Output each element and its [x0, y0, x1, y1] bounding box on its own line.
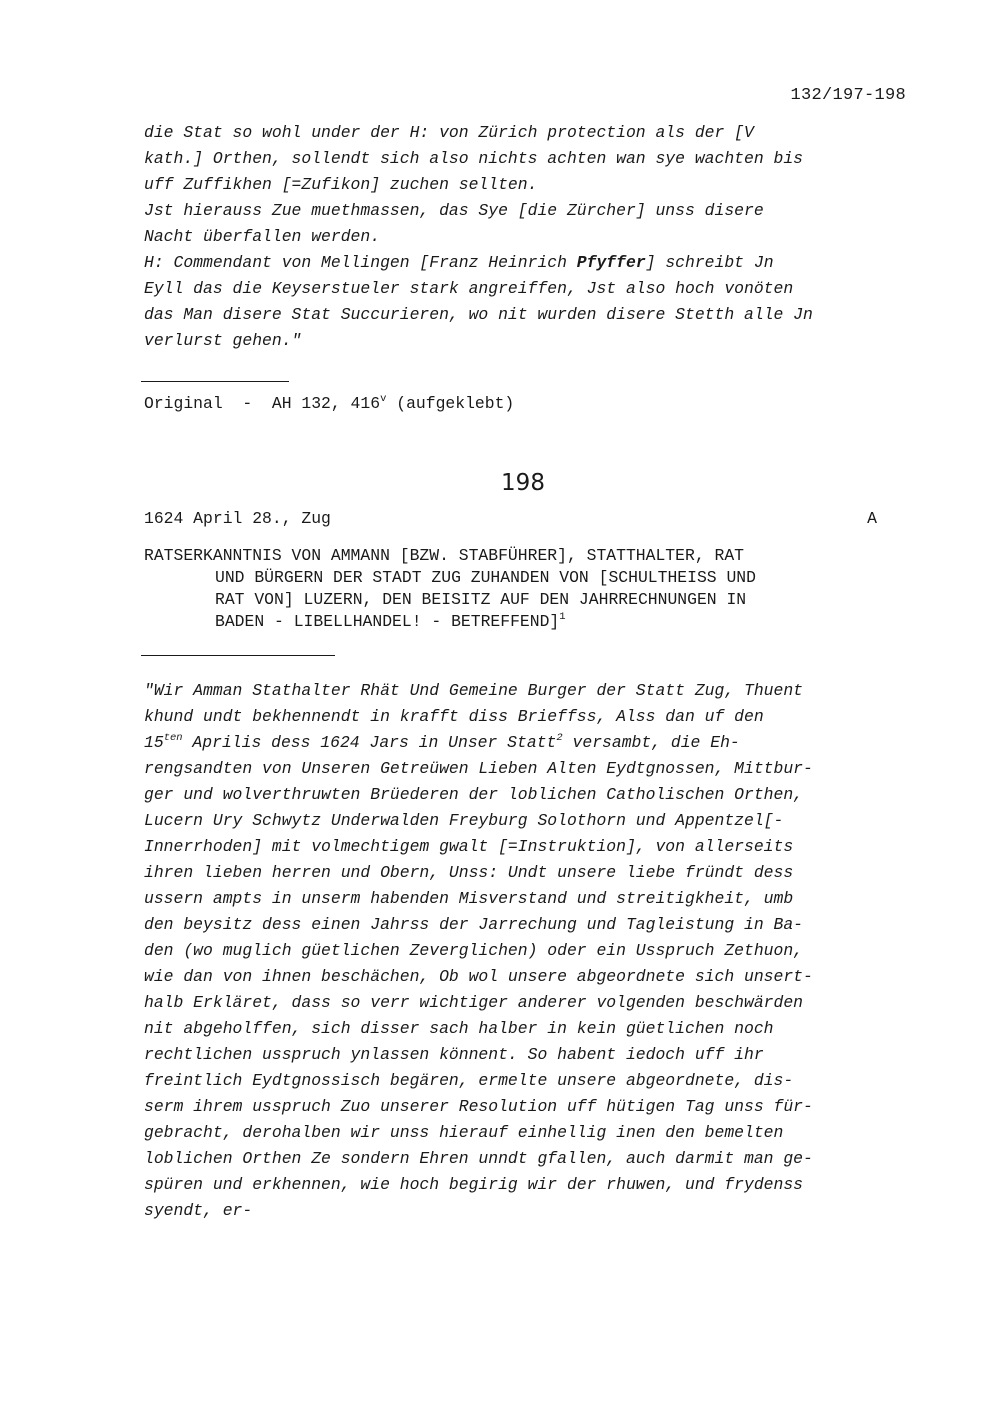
text-line: Innerrhoden] mit volmechtigem gwalt [=Instruktion], von allerseits [144, 837, 794, 856]
text-line: loblichen Orthen Ze sondern Ehren unndt gfallen, auch darmit man ge- [144, 1149, 813, 1168]
text-line: serm ihrem usspruch Zuo unserer Resolution uff hütigen Tag unss für- [144, 1097, 813, 1116]
heading-line [144, 611, 904, 633]
text-segment: H: Commendant von Mellingen [Franz Heinrich [144, 253, 577, 272]
text-segment: Aprilis dess 1624 Jars in Unser Statt [182, 733, 557, 752]
text-line: gebracht, derohalben wir unss hierauf einhellig inen den bemelten [144, 1123, 784, 1142]
text-segment: 15 [144, 733, 164, 752]
text-line: ger und wolverthruwten Brüederen der loblichen Catholischen Orthen, [144, 785, 804, 804]
text-line: Lucern Ury Schwytz Underwalden Freyburg Solothorn und Appentzel[- [144, 811, 784, 830]
bold-name: Pfyffer [576, 253, 646, 272]
text-segment: versambt, die Eh- [562, 733, 740, 752]
text-line: kath.] Orthen, sollendt sich also nichts achten wan sye wachten bis [144, 149, 804, 168]
text-line [144, 730, 914, 756]
text-line: rechtlichen usspruch ynlassen könnent. So habent iedoch uff ihr [144, 1045, 764, 1064]
date-place: 1624 April 28., Zug [144, 509, 331, 528]
heading-line: RAT VON] LUZERN, DEN BEISITZ AUF DEN JAHRRECHNUNGEN IN [215, 590, 747, 609]
heading-divider [141, 655, 335, 656]
original-source-note [144, 394, 514, 413]
text-line: Nacht überfallen werden. [144, 227, 381, 246]
superscript: ten [163, 732, 183, 744]
text-line: spüren und erkhennen, wie hoch begirig wir der rhuwen, und frydenss [144, 1175, 804, 1194]
text-segment: ] schreibt Jn [645, 253, 774, 272]
text-line: Jst hierauss Zue muethmassen, das Sye [die Zürcher] unss disere [144, 201, 764, 220]
heading-text: BADEN - LIBELLHANDEL! - BETREFFEND] [215, 612, 560, 631]
heading-line: RATSERKANNTNIS VON AMMANN [BZW. STABFÜHRER], STATTHALTER, RAT [144, 546, 744, 565]
previous-document-continuation [144, 120, 914, 354]
text-line [144, 250, 914, 276]
source-label: Original - AH 132, 416 [144, 394, 381, 413]
text-line: "Wir Amman Stathalter Rhät Und Gemeine Burger der Statt Zug, Thuent [144, 681, 804, 700]
text-line: syendt, er- [144, 1201, 253, 1220]
text-line: ihren lieben herren und Obern, Unss: Undt unsere liebe fründt dess [144, 863, 794, 882]
text-line: khund undt bekhennendt in krafft diss Brieffss, Alss dan uf den [144, 707, 764, 726]
footnote-marker: 1 [559, 611, 566, 623]
text-line: wie dan von ihnen beschächen, Ob wol unsere abgeordnete sich unsert- [144, 967, 813, 986]
text-line: ussern ampts in unserm habenden Misverstand und streitigkheit, umb [144, 889, 794, 908]
text-line: das Man disere Stat Succurieren, wo nit wurden disere Stetth alle Jn [144, 305, 813, 324]
document-body [144, 678, 914, 1224]
footnote-marker: 2 [556, 732, 563, 744]
text-line: nit abgeholffen, sich disser sach halber in kein güetlichen noch [144, 1019, 774, 1038]
text-line: Eyll das die Keyserstueler stark angreiffen, Jst also hoch vonöten [144, 279, 794, 298]
document-number: 198 [501, 470, 545, 496]
classification-letter: A [867, 509, 877, 528]
text-line: verlurst gehen." [144, 331, 302, 350]
text-line: freintlich Eydtgnossisch begären, ermelte unsere abgeordnete, dis- [144, 1071, 794, 1090]
source-suffix: (aufgeklebt) [386, 394, 515, 413]
page-reference: 132/197-198 [790, 86, 906, 105]
text-line: halb Erkläret, dass so verr wichtiger anderer volgenden beschwärden [144, 993, 804, 1012]
document-heading [144, 545, 904, 633]
text-line: uff Zuffikhen [=Zufikon] zuchen sellten. [144, 175, 538, 194]
verso-superscript: v [380, 393, 387, 405]
heading-line: UND BÜRGERN DER STADT ZUG ZUHANDEN VON [SCHULTHEISS UND [215, 568, 756, 587]
text-line: die Stat so wohl under der H: von Zürich protection als der [V [144, 123, 754, 142]
text-line: rengsandten von Unseren Getreüwen Lieben Alten Eydtgnossen, Mittbur- [144, 759, 813, 778]
footnote-divider [141, 381, 289, 382]
text-line: den (wo muglich güetlichen Zeverglichen) oder ein Usspruch Zethuon, [144, 941, 804, 960]
text-line: den beysitz dess einen Jahrss der Jarrechung und Tagleistung in Ba- [144, 915, 804, 934]
date-place-line [144, 509, 877, 528]
